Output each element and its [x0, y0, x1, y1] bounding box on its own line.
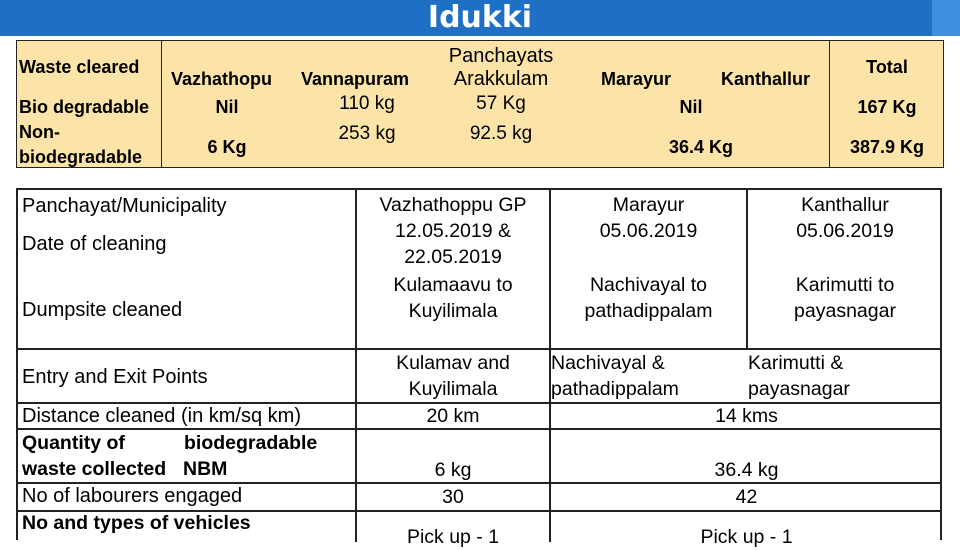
- bio-vazhathopu: Nil: [215, 97, 239, 117]
- kanthallur-name: Kanthallur: [801, 194, 889, 216]
- combined-distance: 14 kms: [715, 405, 778, 427]
- column-kanthallur: Kanthallur: [721, 69, 811, 89]
- kanthallur-entry-line2: payasnagar: [748, 378, 850, 400]
- marayur-date: 05.06.2019: [599, 220, 698, 242]
- page-title: Idukki: [427, 0, 533, 35]
- vazhathoppu-distance: 20 km: [426, 405, 480, 427]
- details-table: [16, 188, 942, 548]
- vazhathoppu-date-line1: 12.05.2019 &: [394, 220, 512, 242]
- marayur-dump-line2: pathadippalam: [584, 300, 713, 322]
- summary-table: [16, 40, 944, 168]
- marayur-name: Marayur: [612, 194, 685, 216]
- label-labourers: No of labourers engaged: [22, 485, 243, 507]
- row-label-nonbio-line2: biodegradable: [19, 147, 143, 167]
- kanthallur-dump-line2: payasnagar: [794, 300, 896, 322]
- waste-cleared-label: Waste cleared: [19, 57, 140, 77]
- kanthallur-date: 05.06.2019: [796, 220, 894, 242]
- vazhathoppu-vehicles: Pick up - 1: [406, 526, 500, 548]
- vazhathoppu-date-line2: 22.05.2019: [404, 246, 502, 268]
- label-quantity-line1a: Quantity of: [22, 432, 125, 454]
- total-header: Total: [866, 57, 908, 77]
- vazhathoppu-dump-line2: Kuyilimala: [408, 300, 498, 322]
- combined-quantity: 36.4 kg: [714, 459, 779, 481]
- marayur-dump-line1: Nachivayal to: [589, 274, 708, 296]
- nonbio-vannapuram: 253 kg: [338, 123, 396, 144]
- column-arakkulam: Arakkulam: [453, 68, 549, 90]
- bio-marayur-kanthallur: Nil: [679, 97, 703, 117]
- summary-divider: [829, 41, 830, 167]
- label-quantity-line1b: biodegradable: [184, 432, 318, 454]
- label-distance: Distance cleaned (in km/sq km): [22, 405, 301, 427]
- marayur-entry-line2: pathadippalam: [551, 378, 679, 400]
- label-vehicles: No and types of vehicles: [22, 512, 251, 534]
- bio-total: 167 Kg: [857, 97, 917, 117]
- bio-vannapuram: 110 kg: [339, 93, 395, 114]
- combined-labourers: 42: [735, 486, 758, 508]
- panchayats-header: Panchayats: [448, 45, 554, 67]
- vazhathoppu-labourers: 30: [442, 486, 464, 508]
- marayur-entry-line1: Nachivayal &: [551, 352, 665, 374]
- summary-divider: [161, 41, 162, 167]
- label-dumpsite: Dumpsite cleaned: [22, 299, 183, 321]
- vazhathoppu-entry-line1: Kulamav and: [396, 352, 510, 374]
- kanthallur-entry-line1: Karimutti &: [748, 352, 844, 374]
- nonbio-total: 387.9 Kg: [849, 137, 925, 157]
- vazhathoppu-quantity: 6 kg: [434, 459, 472, 481]
- nonbio-vazhathopu: 6 Kg: [207, 137, 247, 157]
- row-label-nonbio-line1: Non-: [19, 122, 60, 142]
- label-date: Date of cleaning: [22, 233, 167, 255]
- nonbio-arakkulam: 92.5 kg: [469, 123, 533, 144]
- vazhathoppu-entry-line2: Kuyilimala: [408, 378, 498, 400]
- row-label-biodegradable: Bio degradable: [19, 97, 150, 117]
- nonbio-marayur-kanthallur: 36.4 Kg: [668, 137, 734, 157]
- column-vazhathopu: Vazhathopu: [171, 69, 273, 89]
- label-quantity-line2a: waste collected: [22, 458, 167, 480]
- label-quantity-line2b: NBM: [183, 458, 228, 480]
- vazhathoppu-dump-line1: Kulamaavu to: [393, 274, 513, 296]
- label-panchayat: Panchayat/Municipality: [22, 195, 227, 217]
- column-marayur: Marayur: [601, 69, 672, 89]
- vazhathoppu-name: Vazhathoppu GP: [379, 194, 527, 216]
- bio-arakkulam: 57 Kg: [476, 93, 526, 114]
- kanthallur-dump-line1: Karimutti to: [795, 274, 895, 296]
- combined-vehicles: Pick up - 1: [700, 526, 793, 548]
- label-entry-exit: Entry and Exit Points: [22, 366, 208, 388]
- column-vannapuram: Vannapuram: [301, 69, 410, 89]
